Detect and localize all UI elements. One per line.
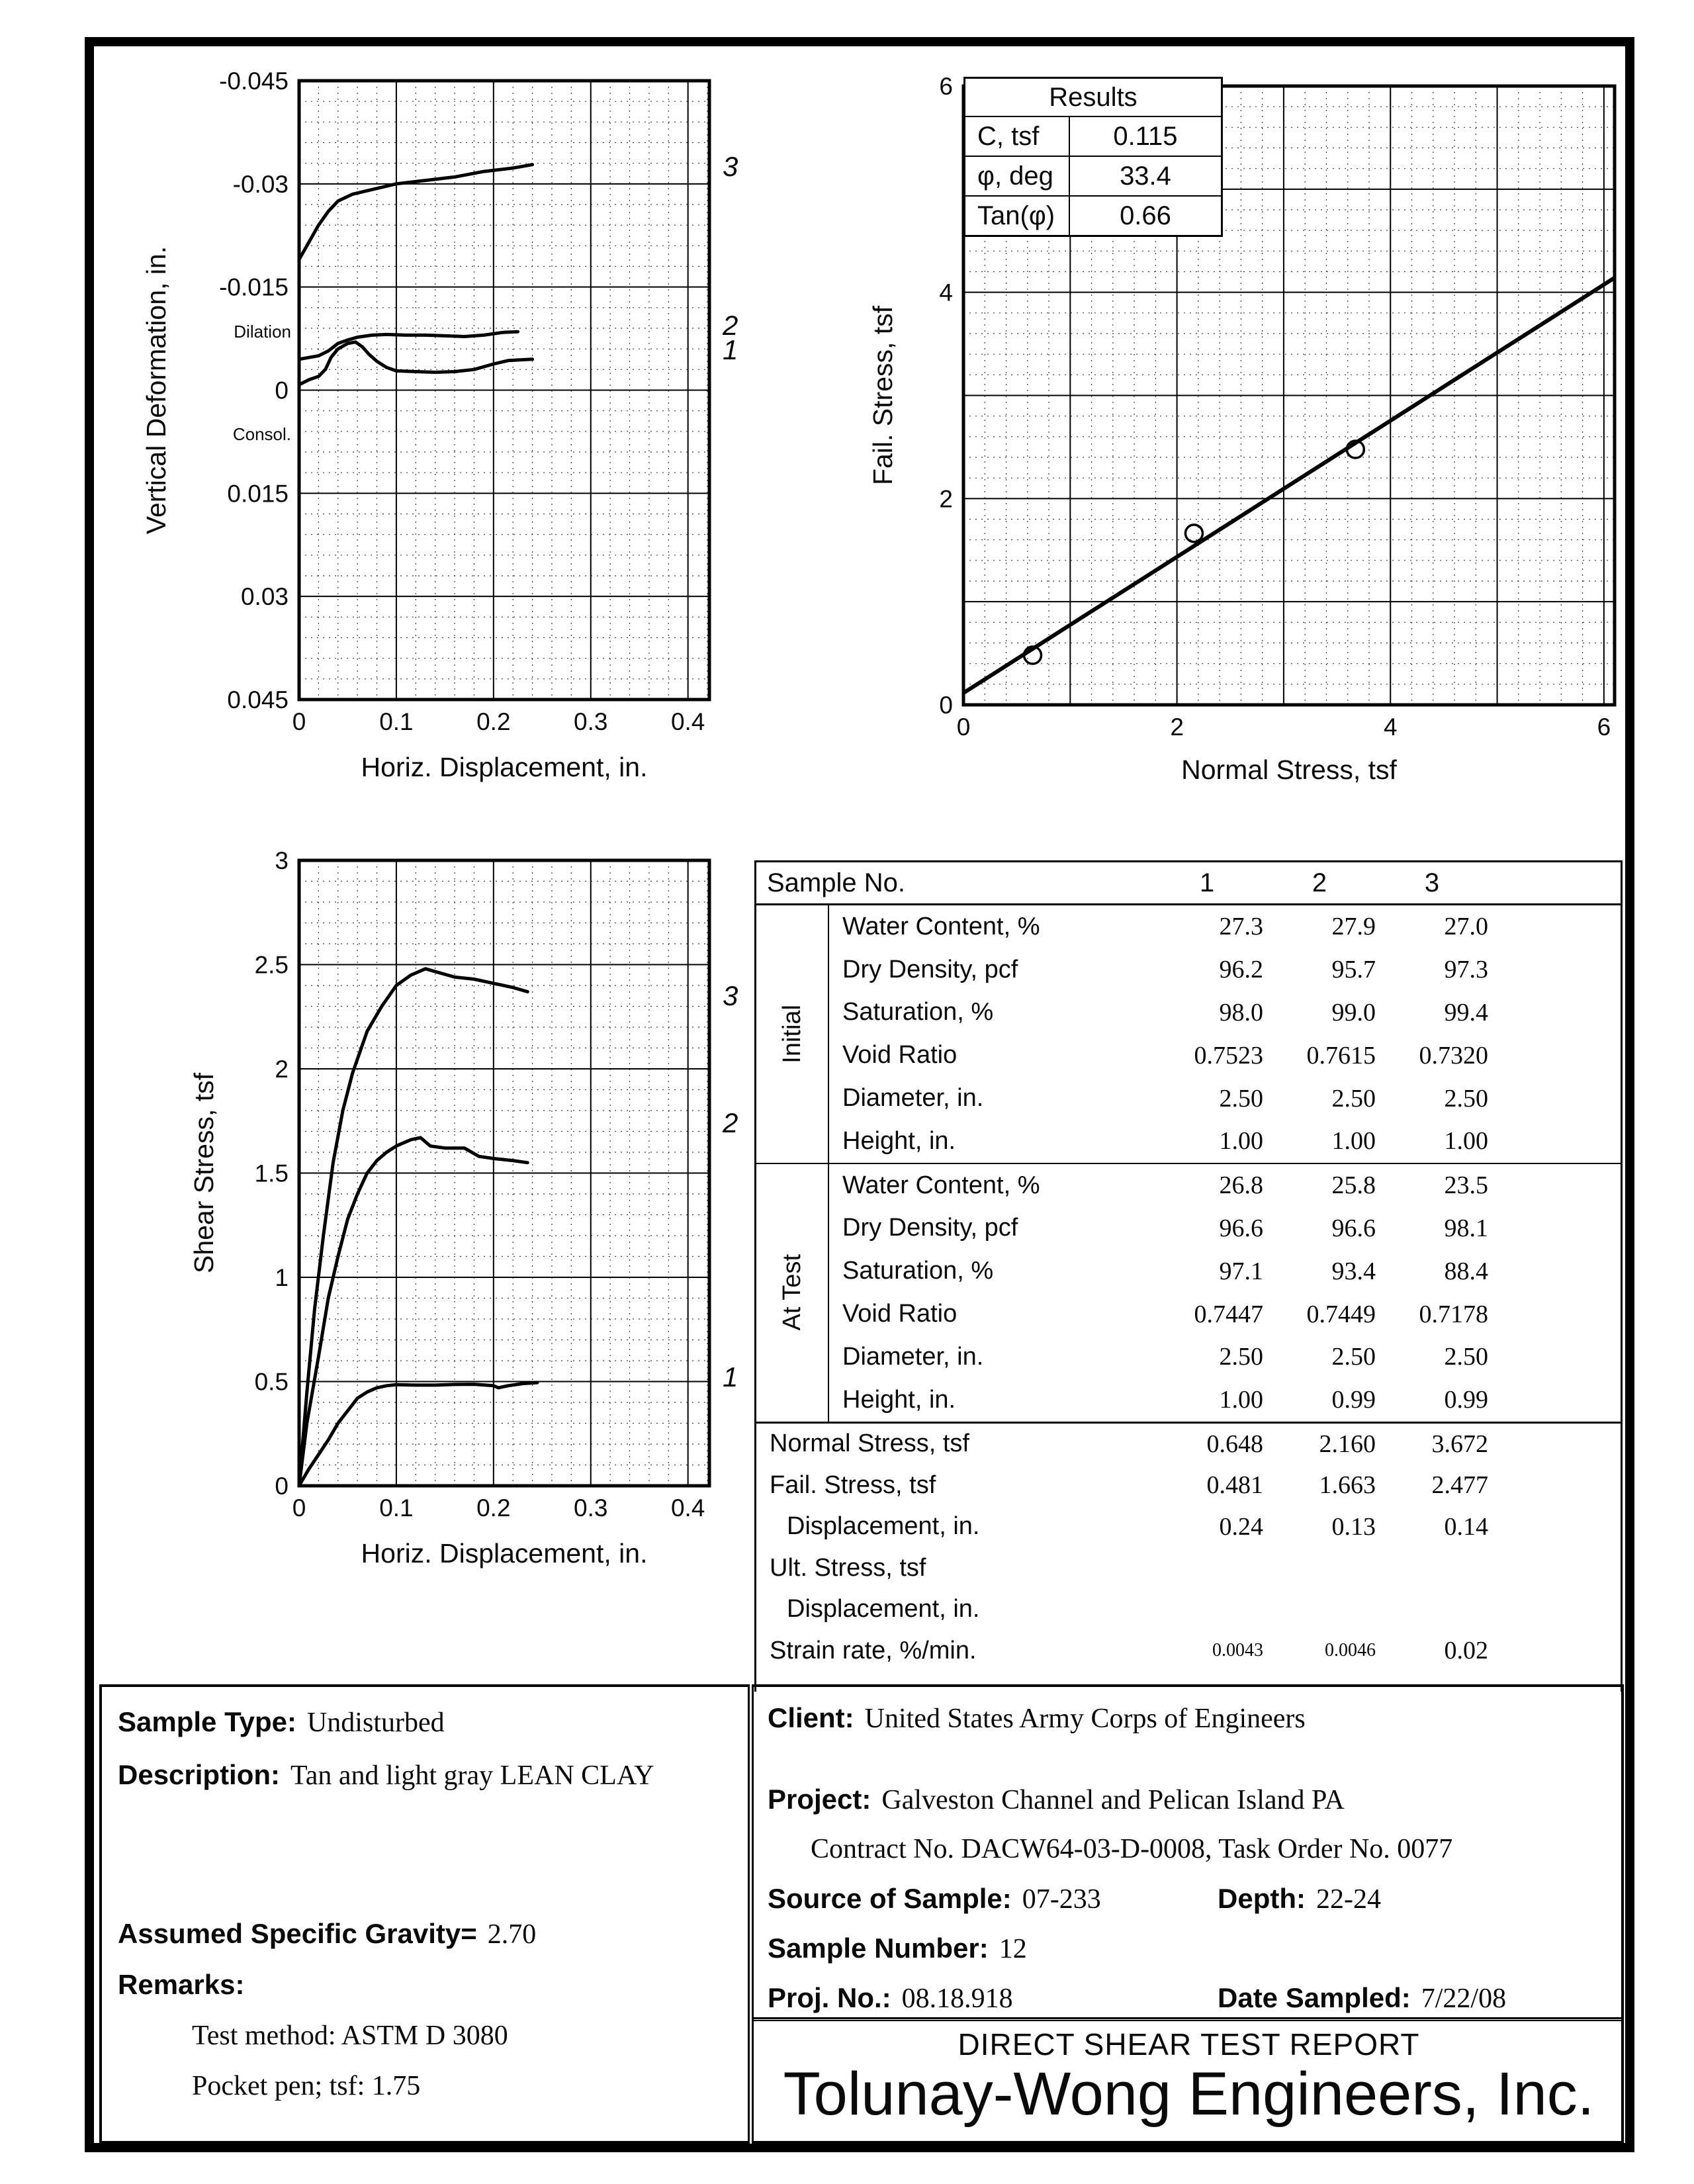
row-value: 96.6 [1331,1214,1376,1242]
table-row [829,1207,1621,1250]
row-label: Displacement, in. [787,1512,980,1541]
results-table-title: Results [965,79,1221,117]
group-rotated-label [756,905,828,1163]
row-value: 27.9 [1331,913,1376,941]
depth-line [1218,1883,1381,1915]
y-tick-label: 0 [275,1473,289,1500]
x-tick-label: 0.1 [379,708,414,735]
footer-panel-divider [748,1684,754,2144]
row-value: 27.0 [1444,913,1488,941]
zone-label: Dilation [234,322,291,342]
samples-table [754,860,1623,1692]
row-value: 2.50 [1444,1343,1488,1371]
y-tick-label: -0.045 [219,68,289,95]
y-axis-title: Fail. Stress, tsf [868,305,898,486]
row-value: 0.0046 [1325,1640,1376,1661]
y-tick-label: 1 [275,1264,289,1291]
sample-type-line [118,1706,445,1739]
results-label: C, tsf [965,117,1070,156]
y-tick-label: 0.045 [227,686,289,713]
x-axis-title: Horiz. Displacement, in. [361,752,648,782]
proj-no-line [768,1982,1013,2015]
remarks-label: Remarks: [118,1969,245,2000]
x-tick-label: 0 [292,708,306,735]
company-name: Tolunay-Wong Engineers, Inc. [783,2060,1595,2128]
row-value: 0.7449 [1306,1300,1376,1328]
row-value: 0.02 [1444,1637,1488,1665]
x-tick-label: 0.2 [476,708,511,735]
row-value: 88.4 [1444,1257,1488,1285]
curve-label-2: 2 [723,1107,738,1138]
sample-number-value: 12 [999,1934,1027,1964]
table-row [756,1630,1621,1672]
y-tick-label: 4 [939,279,953,306]
row-value: 2.50 [1331,1084,1376,1113]
source-of-sample-line [768,1883,1101,1915]
row-value: 25.8 [1331,1171,1376,1200]
row-label: Normal Stress, tsf [770,1430,969,1458]
row-label: Water Content, % [842,1171,1040,1199]
zone-label: Consol. [232,424,291,444]
table-row [829,1250,1621,1293]
row-value: 1.663 [1319,1471,1376,1500]
row-value: 0.7615 [1306,1041,1376,1069]
y-tick-label: 0 [939,692,953,719]
row-value: 0.7320 [1419,1041,1488,1069]
row-value: 98.1 [1444,1214,1488,1242]
sample-no-header: Sample No. [767,868,905,897]
source-of-sample-value: 07-233 [1022,1884,1101,1915]
remarks-line [118,1969,255,2001]
table-row [756,1547,1621,1589]
x-tick-label: 0.3 [574,1494,608,1522]
row-label: Saturation, % [842,998,994,1026]
row-label: Dry Density, pcf [842,1214,1018,1242]
x-tick-label: 0.4 [670,708,705,735]
results-row-cohesion [965,117,1221,157]
y-tick-label: 0 [275,377,289,404]
row-value: 0.99 [1331,1386,1376,1414]
y-axis-title: Vertical Deformation, in. [141,246,171,535]
table-row [756,1424,1621,1465]
y-tick-label: -0.03 [232,170,289,198]
shear-stress-chart [189,847,738,1569]
row-value: 3.672 [1431,1430,1488,1458]
depth-value: 22-24 [1315,1884,1381,1915]
x-tick-label: 0.3 [574,708,608,735]
row-label: Void Ratio [842,1041,958,1069]
results-row-tanphi [965,197,1221,235]
row-value: 93.4 [1331,1257,1376,1285]
group-rotated-label [756,1164,828,1422]
table-row [829,1336,1621,1379]
x-tick-label: 0 [292,1494,306,1522]
report-title-divider [754,2017,1624,2021]
row-value: 97.3 [1444,956,1488,984]
group-at-test [756,1164,1621,1424]
results-value: 33.4 [1120,161,1171,191]
row-value: 99.0 [1331,998,1376,1026]
project-label: Project: [768,1784,871,1815]
remark-test-method: Test method: ASTM D 3080 [192,2021,508,2051]
x-axis-title: Normal Stress, tsf [1181,754,1397,785]
row-value: 2.477 [1431,1471,1488,1500]
y-tick-label: 3 [275,847,289,874]
y-tick-label: 0.015 [227,480,289,508]
x-tick-label: 0.1 [379,1494,414,1522]
row-value: 0.13 [1331,1512,1376,1541]
table-row [829,991,1621,1034]
row-label: Height, in. [842,1126,956,1155]
curve-label-1: 1 [723,1361,738,1393]
row-value: 0.648 [1206,1430,1263,1458]
row-label: Void Ratio [842,1300,958,1328]
description-value: Tan and light gray LEAN CLAY [290,1760,654,1791]
table-row [829,1034,1621,1077]
row-value: 0.481 [1206,1471,1263,1500]
row-label: Strain rate, %/min. [770,1636,977,1664]
results-label: Tan(φ) [965,197,1070,235]
row-value: 1.00 [1444,1127,1488,1156]
results-row-phi [965,157,1221,197]
row-value: 0.0043 [1212,1640,1263,1661]
sample-number-label: Sample Number: [768,1933,989,1964]
row-value: 0.24 [1219,1512,1263,1541]
row-value: 0.14 [1444,1512,1488,1541]
row-value: 1.00 [1219,1127,1263,1156]
y-tick-label: 2.5 [254,951,289,979]
y-axis-title: Shear Stress, tsf [189,1072,219,1274]
date-sampled-value: 7/22/08 [1421,1983,1507,2014]
vertical-deformation-chart [141,68,738,782]
date-sampled-label: Date Sampled: [1218,1982,1411,2013]
row-label: Saturation, % [842,1257,994,1285]
table-row [829,1120,1621,1163]
group-initial [756,905,1621,1164]
y-tick-label: 0.5 [254,1368,289,1396]
row-value: 1.00 [1219,1386,1263,1414]
row-label: Dry Density, pcf [842,955,1018,983]
client-line [768,1702,1306,1735]
y-tick-label: 6 [939,73,953,100]
description-line [118,1759,654,1792]
group-label-text: At Test [778,1254,806,1331]
y-tick-label: 2 [939,485,953,513]
row-label: Fail. Stress, tsf [770,1471,936,1499]
row-label: Diameter, in. [842,1084,984,1113]
sample-column-header: 1 [1199,868,1215,897]
description-label: Description: [118,1759,281,1790]
sample-column-header: 3 [1424,868,1440,897]
proj-no-value: 08.18.918 [901,1983,1013,2014]
samples-table-header [756,862,1621,905]
row-value: 97.1 [1219,1257,1263,1285]
specific-gravity-label: Assumed Specific Gravity= [118,1918,477,1949]
x-tick-label: 4 [1383,713,1398,741]
row-value: 2.50 [1331,1343,1376,1371]
row-label: Water Content, % [842,912,1040,940]
x-axis-title: Horiz. Displacement, in. [361,1538,648,1569]
row-value: 99.4 [1444,998,1488,1026]
row-value: 2.160 [1319,1430,1376,1458]
table-row [756,1506,1621,1548]
curve-label-3: 3 [723,979,738,1011]
row-value: 95.7 [1331,956,1376,984]
row-value: 26.8 [1219,1171,1263,1200]
row-value: 2.50 [1444,1084,1488,1113]
row-value: 96.6 [1219,1214,1263,1242]
table-row [829,905,1621,948]
specific-gravity-line [118,1918,536,1950]
row-value: 0.7523 [1194,1041,1263,1069]
specific-gravity-value: 2.70 [487,1919,537,1950]
row-label: Ult. Stress, tsf [770,1553,926,1582]
row-label: Height, in. [842,1385,956,1414]
table-row [829,1077,1621,1120]
group-rows [828,1164,1621,1422]
group-rows [828,905,1621,1163]
x-tick-label: 0.4 [670,1494,705,1522]
table-row [829,1379,1621,1422]
sample-number-line [768,1933,1027,1965]
x-tick-label: 0 [956,713,971,741]
results-label: φ, deg [965,157,1070,195]
row-value: 0.99 [1444,1386,1488,1414]
results-value: 0.66 [1120,201,1171,230]
group-label-text: Initial [778,1005,806,1064]
results-table [963,77,1223,237]
client-label: Client: [768,1702,854,1733]
sample-type-label: Sample Type: [118,1706,296,1737]
table-row [829,1164,1621,1207]
y-tick-label: 1.5 [254,1160,289,1187]
results-value: 0.115 [1113,122,1178,151]
x-tick-label: 6 [1597,713,1611,741]
row-value: 23.5 [1444,1171,1488,1200]
contract-line: Contract No. DACW64-03-D-0008, Task Order No. 0077 [811,1834,1453,1864]
row-label: Diameter, in. [842,1342,984,1371]
row-value: 0.7178 [1419,1300,1488,1328]
row-value: 2.50 [1219,1343,1263,1371]
source-of-sample-label: Source of Sample: [768,1883,1012,1914]
y-tick-label: 0.03 [240,583,289,611]
remark-pocket-pen: Pocket pen; tsf: 1.75 [192,2071,421,2101]
row-value: 1.00 [1331,1127,1376,1156]
date-sampled-line [1218,1982,1506,2015]
y-tick-label: 2 [275,1056,289,1083]
row-value: 98.0 [1219,998,1263,1026]
sample-column-header: 2 [1312,868,1327,897]
curve-label-1: 1 [723,334,738,366]
depth-label: Depth: [1218,1883,1306,1914]
row-label: Displacement, in. [787,1595,980,1623]
table-row [756,1589,1621,1631]
row-value: 96.2 [1219,956,1263,984]
report-title: DIRECT SHEAR TEST REPORT [958,2027,1420,2062]
curve-label-2: 2 [723,309,738,341]
table-row [756,1465,1621,1506]
row-value: 0.7447 [1194,1300,1263,1328]
proj-no-label: Proj. No.: [768,1982,891,2013]
curve-label-3: 3 [723,150,738,182]
row-value: 2.50 [1219,1084,1263,1113]
row-value: 27.3 [1219,913,1263,941]
project-value: Galveston Channel and Pelican Island PA [881,1785,1345,1815]
client-value: United States Army Corps of Engineers [864,1704,1306,1734]
sample-type-value: Undisturbed [306,1707,445,1738]
project-line [768,1784,1345,1816]
y-tick-label: -0.015 [219,273,289,301]
table-row [829,948,1621,991]
x-tick-label: 0.2 [476,1494,511,1522]
table-row [829,1293,1621,1336]
x-tick-label: 2 [1170,713,1184,741]
